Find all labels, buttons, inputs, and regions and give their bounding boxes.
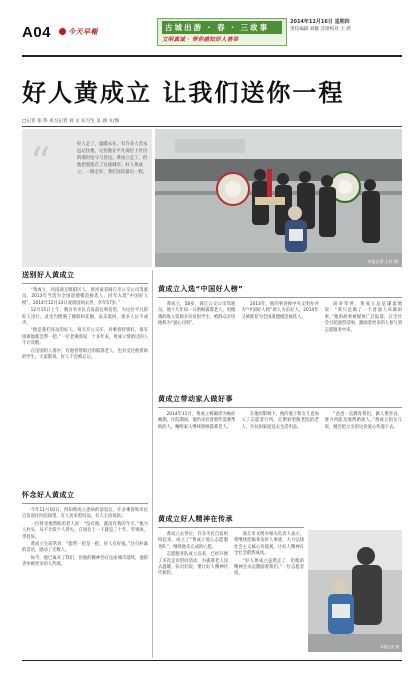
paragraph: 黄成立去世后，许多市民自发组织起来，成立了“黄成立爱心志愿服务队”，继续他未完成的心愿。 [158,532,228,550]
page-number: A04 [22,24,52,41]
brand-name: 今天早報 [68,28,98,36]
page-headline: 好人黄成立 让我们送你一程 [22,78,345,107]
section-body [158,412,402,432]
banner-title: 古城出游 · 春 · 三故事 [162,21,282,34]
paragraph: 志愿服务队成立以来，已经开展了多次走访慰问活动，为孤寡老人送去温暖。队员们说，要让好人精神代代相传。 [158,552,228,577]
section-title: 黄成立好人精神在传承 [158,515,233,523]
paragraph: “他是我们身边的好人，每天开公交车，对乘客特别好，谁有困难他都会帮一把。”一位老乘客说，十多年来，黄成立帮助过的人不计其数。 [22,328,148,347]
paragraph: “爸爸一直教育我们，做人要善良，要力所能及地帮助别人。”黄成立的女儿说，她会把父亲的这份爱心传递下去。 [324,412,402,430]
paragraph: 黄成立生前常说：“能帮一把是一把，好人有好报。”这句朴素的话语，感动了无数人。 [22,542,148,554]
headline-rule [22,126,402,127]
section-body [158,302,402,334]
paragraph: “好人黄成立虽然走了，但他的精神会永远激励着我们。”一位志愿者说。 [234,558,304,577]
paragraph: “黄成立，河南商丘睢阳区人，原河南省商丘市公交公司驾驶员。2013年当选为全国道德模范候选人，同年入选“中国好人榜”。2014年12月13日凌晨因病去世，享年57岁。” [22,288,148,306]
family-illustration [308,530,402,652]
section-rule [158,297,402,298]
photo-credit: 本报记者 摄 [379,645,399,649]
paragraph: 12月15日上午，数百名市民自发前往殡仪馆，为这位平凡的好人送行。灵堂内摆满了挽联和花圈，哀乐低回，很多人泣不成声。 [22,308,148,327]
section-title: 怀念好人黄成立 [22,491,75,499]
paragraph: 2014年11月，黄成立被确诊为癌症晚期。住院期间，他仍牵挂着那些需要帮助的人，嘱咐家人继续照顾孤寡老人。 [158,412,236,430]
editor-info: 责任编辑 刘敏 首席校对 王 欣 [290,27,351,32]
section-remembrance [22,490,148,570]
funeral-scene-illustration [155,129,402,267]
paragraph: 如今，他已离开了我们，但他的精神仍在这座城市延续，他的善举被更多的人传颂。 [22,555,148,568]
date-block [290,19,402,33]
section-title: 送别好人黄成立 [22,271,75,279]
paragraph: 一位曾受他帮助的老人说：“没有他，就没有我的今天。”他为人朴实，从不计较个人得失，在岗位上一干就是三十年，零事故、零投诉。 [22,521,148,540]
paragraph: 黄成立，58岁，商丘公交公司驾驶员。他十几年如一日照顾孤寡老人，用微薄的收入资助多名贫困学生，被群众亲切地称为“爱心司机”。 [158,302,236,327]
section-rule [158,407,402,408]
byline: □记者 张 伟 见习记者 刘 文 实习生 吴 涵 文/图 [22,119,120,124]
section-title: 黄成立带动家人做好事 [158,395,233,403]
masthead-rule [22,55,402,57]
section-rule [22,503,148,504]
section-title: 黄成立入选“中国好人榜” [158,285,244,293]
section-body [22,508,148,569]
section-farewell [22,270,148,362]
quote-mark-icon: “ [30,140,51,186]
paragraph: 商丘市文明办相关负责人表示，将继续挖掘身边好人事迹，大力弘扬社会主义核心价值观，让好人精神在全社会蔚然成风。 [234,532,304,557]
section-body [158,532,304,579]
paragraph: 在送别的人群中，有他曾帮助过的孤寡老人，也有受过他资助的学生。大家都说，好人不会被忘记。 [22,348,148,361]
footer-rule [22,660,402,661]
lead-photo [155,129,402,267]
lead-quote-panel [22,129,152,267]
brand-logo [59,27,98,37]
section-good-people-list [158,284,402,334]
masthead [22,14,402,54]
column-banner [157,18,287,46]
section-body [22,288,148,361]
banner-subtitle: 文明真诚 · 带你感知好人善举 [162,37,239,43]
issue-date: 2014年12月16日 星期四 [290,19,350,25]
column-divider [152,270,153,658]
paragraph: 面对荣誉，黄成立总是谦虚地说：“我只是做了一个普通人该做的事。”他的故事被媒体广泛报道，在全社会引起强烈反响，激励着更多的人参与到志愿服务中来。 [324,302,402,333]
section-rule [22,283,148,284]
paragraph: 在他的影响下，他的妻子和女儿也加入了志愿者行列，定期看望敬老院的老人，为贫困家庭送去生活用品。 [241,412,319,430]
photo-credit: 本报记者 王轩 摄 [367,259,398,264]
paragraph: 今年11月10日，得知黄成立患病的消息后，许多乘客和市民自发前往医院探望，有人送来慰问品，有人主动捐款。 [22,508,148,520]
lead-quote: 好人走了，温暖永在。有许多人会永远记住他，记住他在平凡岗位上付出的那份坚守与善良。黄成立走了，但他把爱留在了这座城市。好人黄成立，一路走好，我们送你最后一程。 [77,142,148,175]
paragraph: 2013年，他的事迹被中央文明办评为“中国好人榜”助人为乐好人，2014年又被推荐为全国道德模范候选人。 [241,302,319,320]
family-photo [308,530,402,652]
brand-dot-icon [59,28,66,35]
section-family-good-deeds [158,394,402,432]
section-spirit-legacy [158,514,304,579]
section-rule [158,527,304,528]
